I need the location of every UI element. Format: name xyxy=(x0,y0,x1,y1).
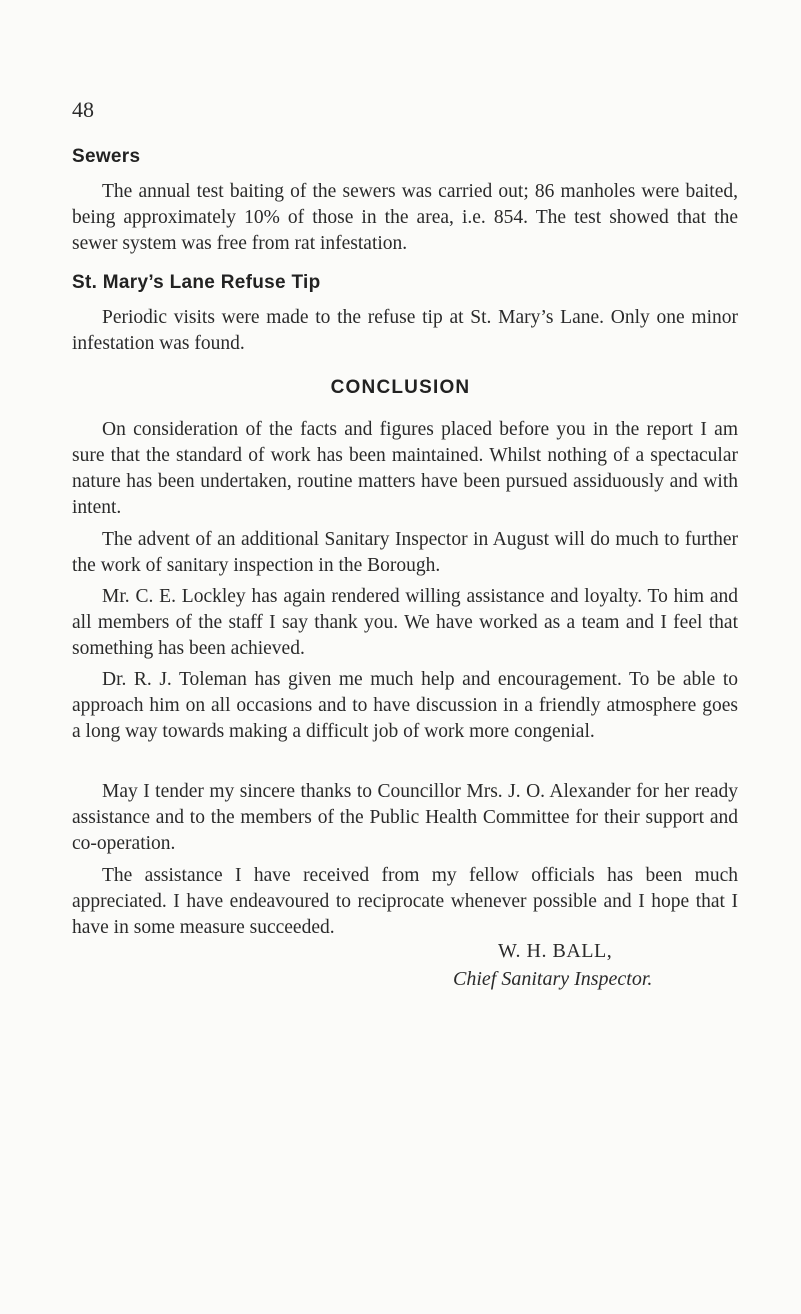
page-number: 48 xyxy=(72,97,94,122)
conclusion-text-6: The assistance I have received from my fellow officials has been much appreciated. I have endeavoured to reciprocate whenever possible and I hope that I have in some measure succeeded. xyxy=(72,865,738,938)
conclusion-paragraph-2 xyxy=(72,527,738,579)
conclusion-text-1: On consideration of the facts and figures placed before you in the report I am sure that the standard of work has been maintained. Whilst nothing of a spectacular nature has been undertaken, routine matters have been pursued assiduously and with intent. xyxy=(72,419,738,518)
conclusion-paragraph-3 xyxy=(72,584,738,662)
conclusion-paragraph-1 xyxy=(72,417,738,521)
conclusion-text-5: May I tender my sincere thanks to Councillor Mrs. J. O. Alexander for her ready assistance and to the members of the Public Health Committee for their support and co-operation. xyxy=(72,781,738,854)
conclusion-paragraph-4 xyxy=(72,667,738,745)
sewers-heading: Sewers xyxy=(72,146,141,167)
refuse-tip-heading: St. Mary’s Lane Refuse Tip xyxy=(72,272,321,293)
conclusion-paragraph-6 xyxy=(72,863,738,941)
sewers-text: The annual test baiting of the sewers was carried out; 86 manholes were baited, being approximately 10% of those in the area, i.e. 854. The test showed that the sewer system was free from rat infestation. xyxy=(72,181,738,254)
conclusion-heading: CONCLUSION xyxy=(330,377,471,398)
refuse-tip-paragraph xyxy=(72,305,738,357)
refuse-tip-text: Periodic visits were made to the refuse tip at St. Mary’s Lane. Only one minor infestation was found. xyxy=(72,307,738,354)
signature-title: Chief Sanitary Inspector. xyxy=(453,968,653,990)
conclusion-text-4: Dr. R. J. Toleman has given me much help and encouragement. To be able to approach him on all occasions and to have discussion in a friendly atmosphere goes a long way towards making a difficult job of work more congenial. xyxy=(72,669,738,742)
conclusion-text-3: Mr. C. E. Lockley has again rendered willing assistance and loyalty. To him and all members of the staff I say thank you. We have worked as a team and I feel that something has been achieved. xyxy=(72,586,738,659)
signature-name: W. H. BALL, xyxy=(498,940,613,962)
conclusion-paragraph-5 xyxy=(72,779,738,857)
sewers-paragraph xyxy=(72,179,738,257)
conclusion-text-2: The advent of an additional Sanitary Inspector in August will do much to further the work of sanitary inspection in the Borough. xyxy=(72,529,738,576)
